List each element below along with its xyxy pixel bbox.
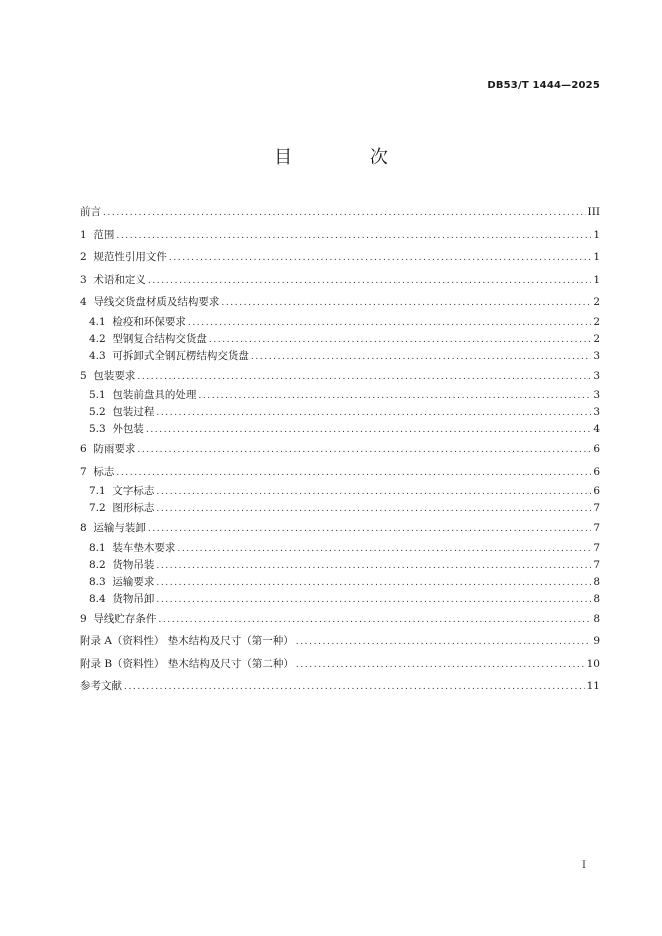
toc-entry-label: 图形标志 xyxy=(112,502,155,514)
toc-entry-page: 7 xyxy=(593,502,600,514)
toc-dot-leader xyxy=(116,462,591,485)
toc-entry[interactable] xyxy=(80,608,600,631)
toc-entry-label: 货物吊装 xyxy=(112,558,155,571)
toc-entry-page: 9 xyxy=(593,635,600,647)
toc-entry[interactable] xyxy=(80,653,600,676)
toc-entry-page: 8 xyxy=(593,592,600,605)
toc-entry-number: 1 xyxy=(80,228,94,241)
toc-entry-label: 包装要求 xyxy=(93,369,136,382)
toc-entry-page: 7 xyxy=(593,558,600,571)
toc-dot-leader xyxy=(156,405,591,422)
toc-entry-page: 2 xyxy=(593,315,600,328)
document-code: DB53/T 1444—2025 xyxy=(487,80,600,91)
toc-entry-number: 2 xyxy=(80,251,94,263)
toc-entry-number: 5.1 xyxy=(89,389,113,401)
toc-dot-leader xyxy=(156,558,591,575)
toc-dot-leader xyxy=(221,292,591,315)
page-number: I xyxy=(582,860,586,871)
toc-entry[interactable] xyxy=(80,224,600,247)
toc-entry-label: 参考文献 xyxy=(80,680,122,692)
toc-entry-label: 防雨要求 xyxy=(93,443,136,455)
toc-dot-leader xyxy=(146,422,591,439)
toc-entry[interactable] xyxy=(80,483,600,500)
toc-entry[interactable] xyxy=(80,630,600,653)
toc-entry[interactable] xyxy=(80,540,600,557)
toc-entry-number: 7 xyxy=(80,465,94,478)
toc-entry[interactable] xyxy=(80,517,600,540)
toc-entry-number: 4 xyxy=(80,296,94,308)
toc-entry-page: 2 xyxy=(593,296,600,308)
toc-entry-label: 包装前盘具的处理 xyxy=(112,389,197,401)
toc-dot-leader xyxy=(296,654,585,677)
toc-entry-page: III xyxy=(587,206,600,218)
toc-entry-number: 8.2 xyxy=(89,558,113,571)
toc-entry-page: 8 xyxy=(593,575,600,588)
toc-entry-label: 文字标志 xyxy=(112,485,155,497)
toc-dot-leader xyxy=(103,202,586,225)
toc-entry-label: 货物吊卸 xyxy=(112,592,155,605)
toc-entry-number: 7.1 xyxy=(89,485,113,497)
toc-entry-page: 3 xyxy=(593,389,600,401)
toc-dot-leader xyxy=(188,315,591,332)
toc-dot-leader xyxy=(137,439,591,462)
toc-entry-number: 5.2 xyxy=(89,406,113,418)
toc-entry-page: 1 xyxy=(593,228,600,241)
toc-entry[interactable] xyxy=(80,500,600,517)
toc-entry[interactable] xyxy=(80,438,600,461)
toc-entry[interactable] xyxy=(80,269,600,292)
toc-entry-page: 1 xyxy=(593,251,600,263)
toc-entry[interactable] xyxy=(80,387,600,404)
toc-dot-leader xyxy=(169,247,591,270)
toc-entry[interactable] xyxy=(80,331,600,348)
toc-dot-leader xyxy=(198,388,591,405)
toc-entry-page: 6 xyxy=(593,443,600,455)
toc-entry-number: 3 xyxy=(80,273,94,286)
toc-dot-leader xyxy=(209,332,591,349)
toc-entry[interactable] xyxy=(80,574,600,591)
toc-dot-leader xyxy=(156,484,591,501)
toc-entry-number: 7.2 xyxy=(89,502,113,514)
toc-entry-page: 7 xyxy=(593,522,600,534)
toc-entry-page: 3 xyxy=(593,349,600,362)
toc-entry[interactable] xyxy=(80,365,600,388)
toc-entry-number: 8.3 xyxy=(89,575,113,588)
toc-entry-label: 附录 A（资料性） 垫木结构及尺寸（第一种） xyxy=(80,635,294,647)
toc-entry-page: 4 xyxy=(593,423,600,435)
toc-dot-leader xyxy=(116,225,591,248)
toc-entry-page: 11 xyxy=(586,680,600,692)
toc-entry-number: 6 xyxy=(80,443,94,455)
toc-dot-leader xyxy=(137,366,591,389)
toc-entry[interactable] xyxy=(80,291,600,314)
toc-entry-page: 2 xyxy=(593,332,600,345)
toc-entry[interactable] xyxy=(80,314,600,331)
toc-entry-label: 检疫和环保要求 xyxy=(112,315,186,328)
toc-entry[interactable] xyxy=(80,404,600,421)
toc-entry-label: 装车垫木要求 xyxy=(112,541,176,554)
toc-entry-number: 4.1 xyxy=(89,315,113,328)
toc-entry-label: 术语和定义 xyxy=(93,273,146,286)
toc-entry-label: 范围 xyxy=(93,228,115,241)
toc-entry-page: 1 xyxy=(593,273,600,286)
toc-entry-label: 附录 B（资料性） 垫木结构及尺寸（第二种） xyxy=(80,657,294,670)
toc-entry-page: 8 xyxy=(593,612,600,625)
toc-entry[interactable] xyxy=(80,421,600,438)
toc-entry[interactable] xyxy=(80,246,600,269)
toc-entry[interactable] xyxy=(80,461,600,484)
toc-dot-leader xyxy=(156,501,591,518)
toc-entry-number: 4.3 xyxy=(89,349,113,362)
toc-dot-leader xyxy=(124,676,585,699)
toc-entry-page: 3 xyxy=(593,406,600,418)
toc-entry-page: 6 xyxy=(593,465,600,478)
toc-entry-label: 运输与装卸 xyxy=(93,522,146,534)
toc-entry-label: 外包装 xyxy=(112,423,144,435)
toc-entry-label: 标志 xyxy=(93,465,115,478)
toc-entry-label: 规范性引用文件 xyxy=(93,251,167,263)
toc-entry-page: 6 xyxy=(593,485,600,497)
page-title: 目 次 xyxy=(274,147,424,168)
toc-entry-page: 3 xyxy=(593,369,600,382)
toc-dot-leader xyxy=(148,270,591,293)
toc-entry-number: 4.2 xyxy=(89,332,113,345)
toc-entry-number: 8 xyxy=(80,522,94,534)
toc-dot-leader xyxy=(296,631,592,654)
toc-entry-label: 导线贮存条件 xyxy=(93,612,157,625)
toc-entry-number: 5 xyxy=(80,369,94,382)
toc-entry-number: 8.4 xyxy=(89,592,113,605)
toc-entry-page: 10 xyxy=(586,657,600,670)
toc-entry-label: 可拆卸式全钢瓦楞结构交货盘 xyxy=(112,349,249,362)
toc-entry-label: 包装过程 xyxy=(112,406,155,418)
toc-dot-leader xyxy=(177,541,591,558)
toc-entry-number: 9 xyxy=(80,612,94,625)
toc-entry-page: 7 xyxy=(593,541,600,554)
toc-entry[interactable] xyxy=(80,348,600,365)
toc-dot-leader xyxy=(156,575,591,592)
toc-entry[interactable] xyxy=(80,557,600,574)
toc-dot-leader xyxy=(148,518,591,541)
toc-dot-leader xyxy=(156,592,591,609)
toc-entry-number: 8.1 xyxy=(89,541,113,554)
toc-entry-label: 导线交货盘材质及结构要求 xyxy=(93,296,220,308)
toc-entry[interactable] xyxy=(80,201,600,224)
toc-entry-number: 5.3 xyxy=(89,423,113,435)
toc-entry-label: 前言 xyxy=(80,206,101,218)
toc-entry-label: 型钢复合结构交货盘 xyxy=(112,332,207,345)
toc-entry-label: 运输要求 xyxy=(112,575,155,588)
toc-entry[interactable] xyxy=(80,675,600,698)
table-of-contents xyxy=(80,201,600,698)
toc-dot-leader xyxy=(251,349,591,366)
toc-entry[interactable] xyxy=(80,591,600,608)
toc-dot-leader xyxy=(158,609,591,632)
